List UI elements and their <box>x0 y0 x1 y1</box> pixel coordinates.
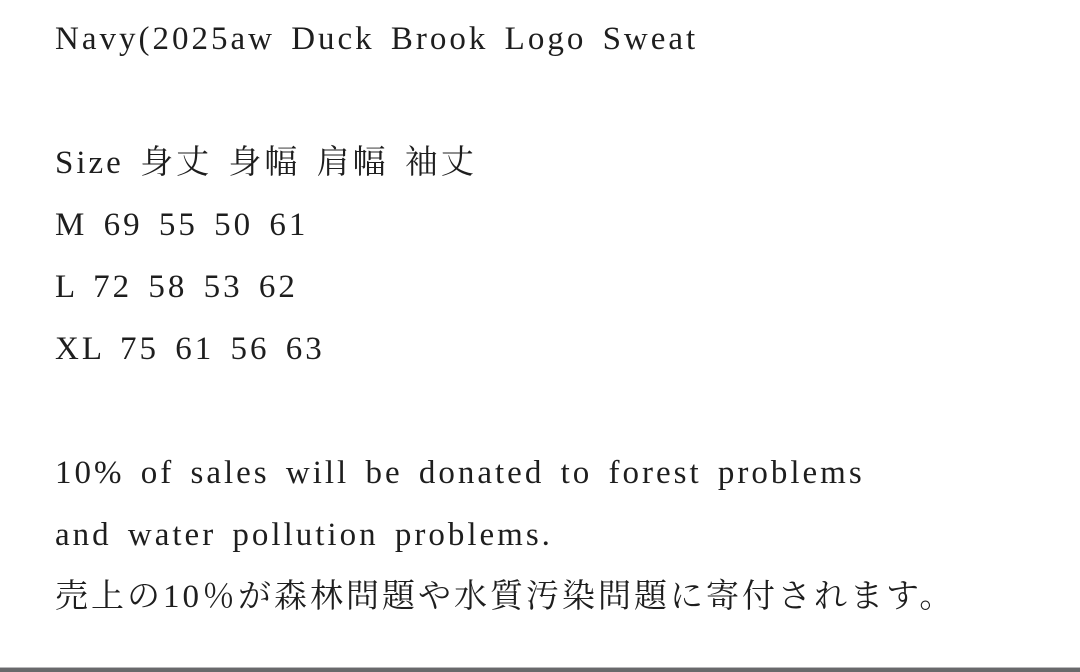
size-chart <box>55 132 1060 380</box>
size-chart-row-m: M 69 55 50 61 <box>55 207 309 243</box>
size-chart-row-xl: XL 75 61 56 63 <box>55 331 325 367</box>
donation-note-en-line1: 10% of sales will be donated to forest problems <box>55 455 865 491</box>
donation-note <box>55 442 1060 628</box>
size-chart-row-l: L 72 58 53 62 <box>55 269 298 305</box>
bottom-divider-bar <box>0 667 1080 672</box>
donation-note-jp: 売上の10％が森林問題や水質汚染問題に寄付されます。 <box>55 579 956 615</box>
product-title: Navy(2025aw Duck Brook Logo Sweat <box>55 21 699 57</box>
size-chart-header: Size 身丈 身幅 肩幅 袖丈 <box>55 145 477 181</box>
donation-note-en-line2: and water pollution problems. <box>55 517 553 553</box>
